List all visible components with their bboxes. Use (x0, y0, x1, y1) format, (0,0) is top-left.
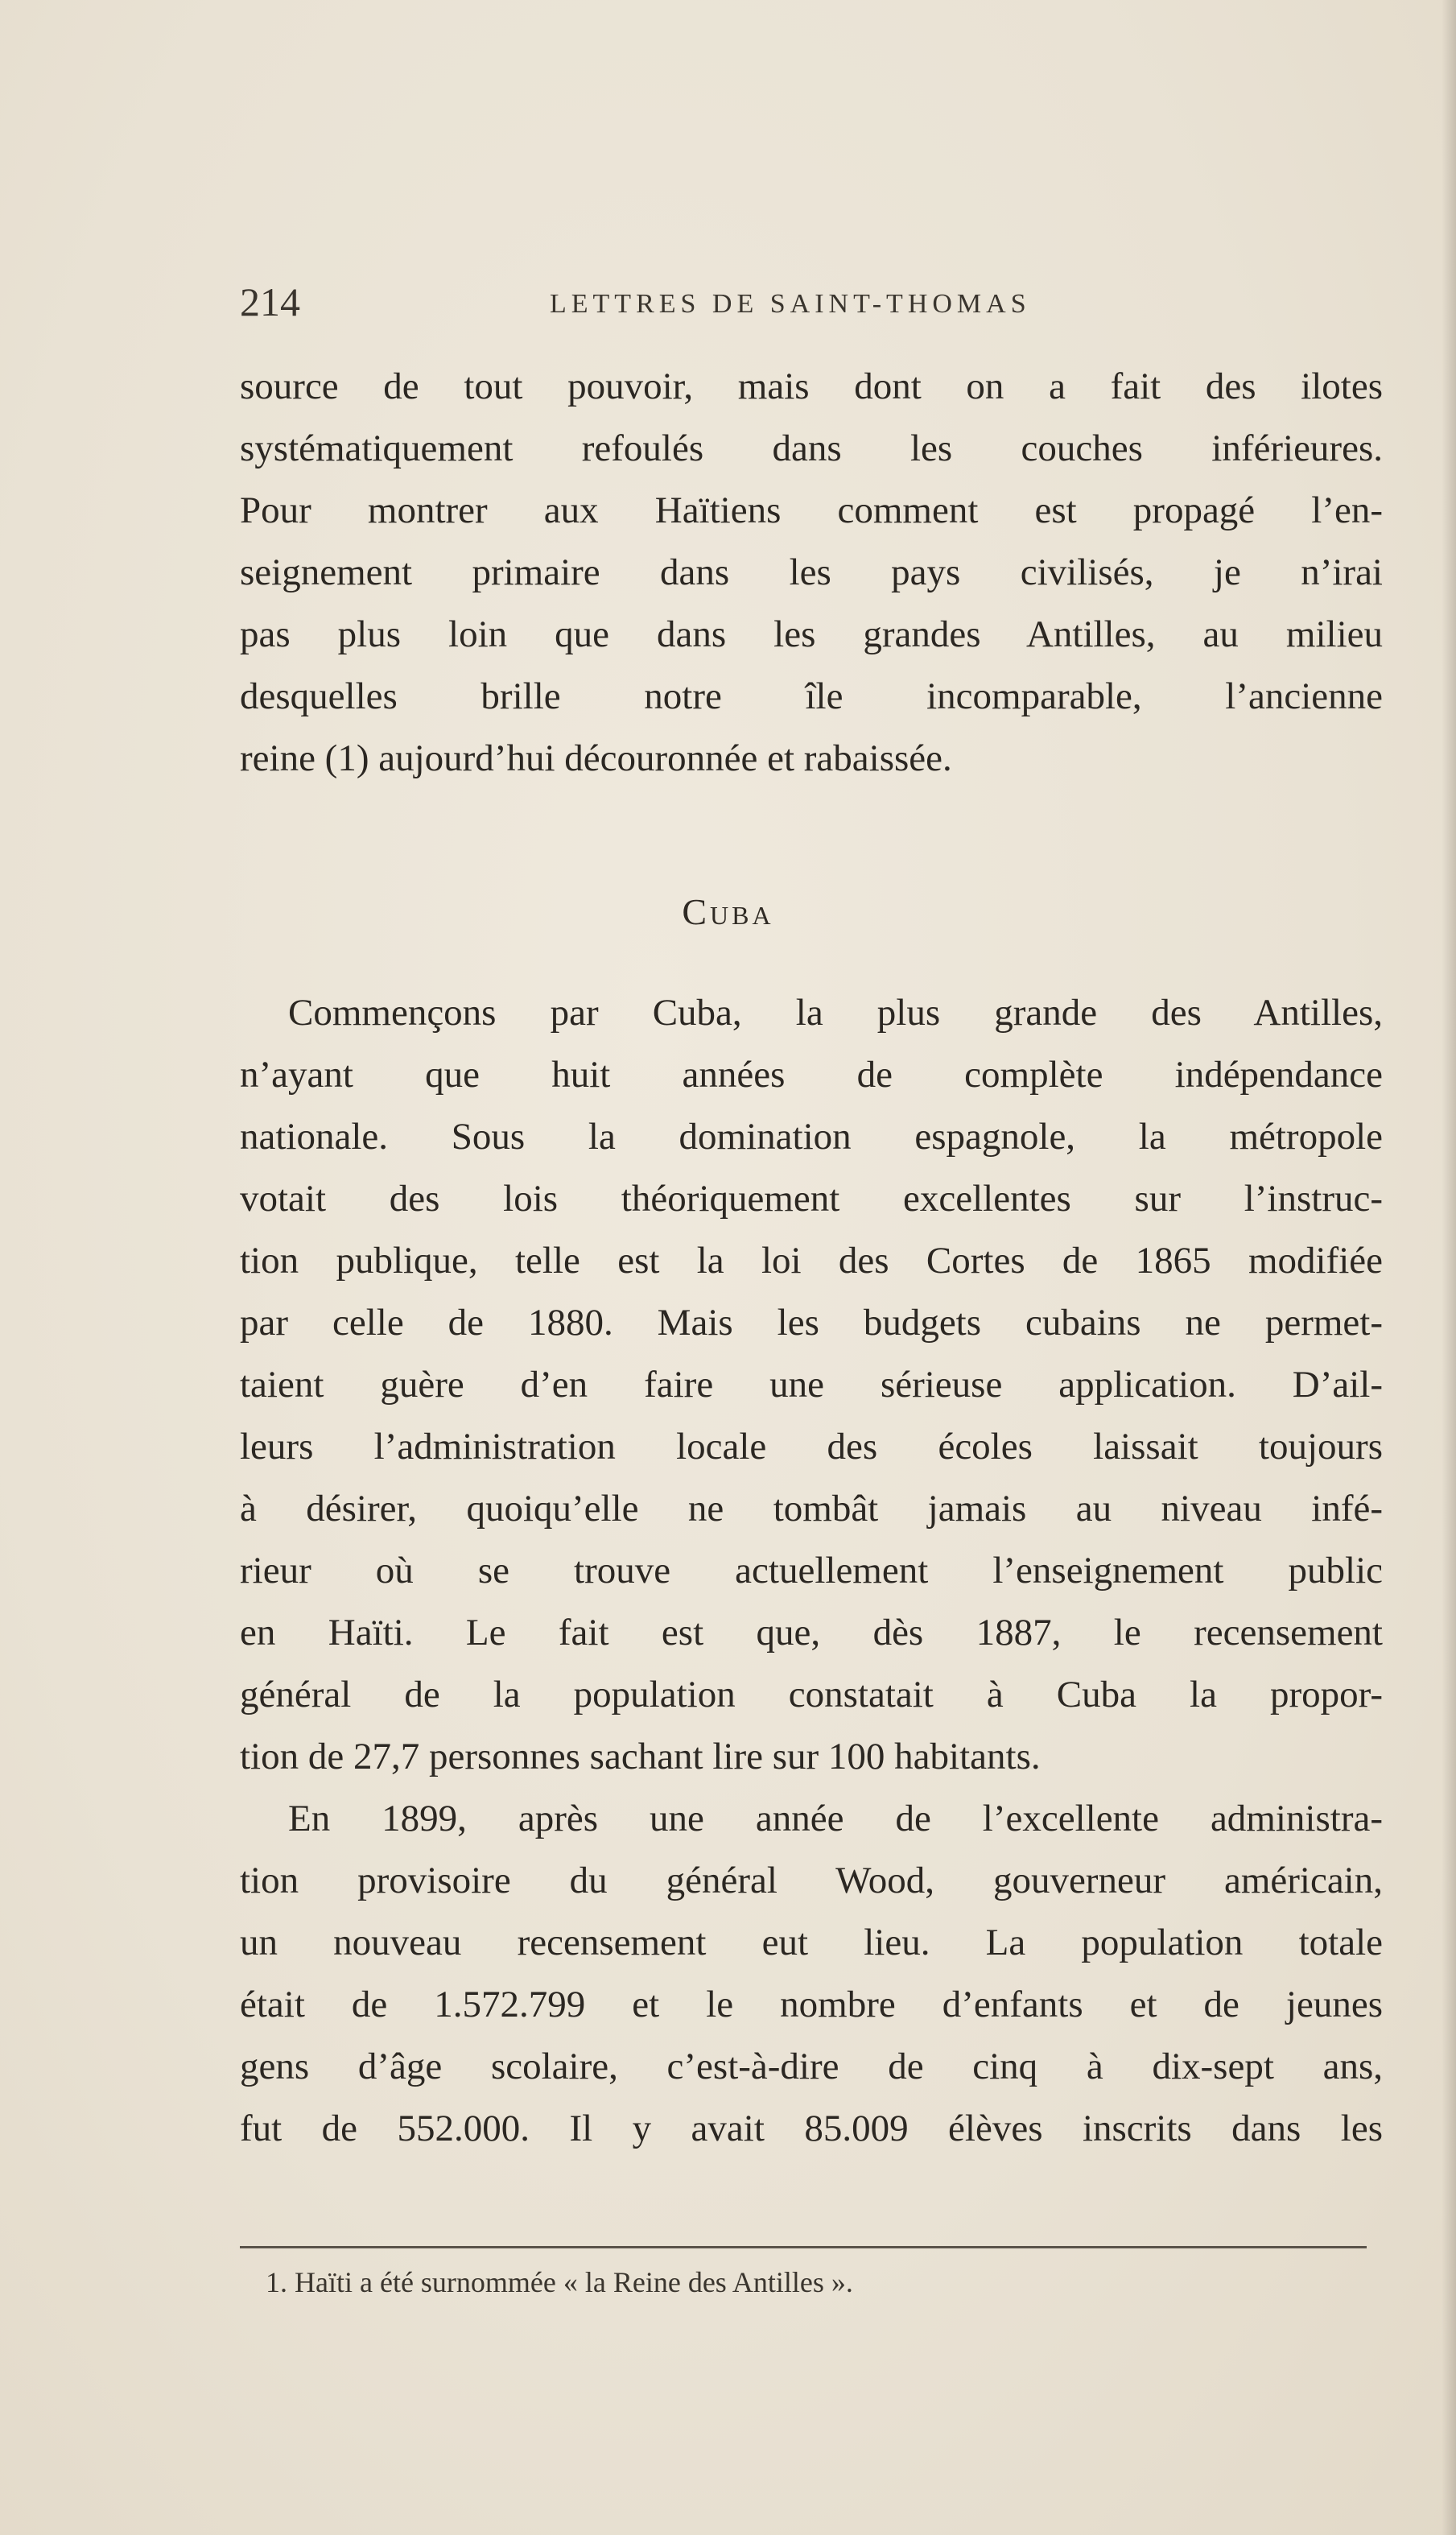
text-line: en Haïti. Le fait est que, dès 1887, le recensement (240, 1612, 1383, 1654)
text-line: n’ayant que huit années de complète indépendance (240, 1054, 1383, 1096)
text-line: leurs l’administration locale des écoles laissait toujours (240, 1426, 1383, 1468)
text-line: général de la population constatait à Cuba la propor- (240, 1674, 1383, 1715)
text-line: Pour montrer aux Haïtiens comment est propagé l’en- (240, 489, 1383, 531)
text-line: En 1899, après une année de l’excellente administra- (288, 1798, 1383, 1839)
text-line: tion de 27,7 personnes sachant lire sur 100 habitants. (240, 1736, 1041, 1777)
text-line: gens d’âge scolaire, c’est-à-dire de cinq à dix-sept ans, (240, 2046, 1383, 2087)
text-line: un nouveau recensement eut lieu. La population totale (240, 1922, 1383, 1963)
text-line: systématiquement refoulés dans les couches inférieures. (240, 427, 1383, 469)
page-number: 214 (240, 279, 300, 324)
running-title: LETTRES DE SAINT-THOMAS (550, 289, 1031, 319)
text-line: à désirer, quoiqu’elle ne tombât jamais au niveau infé- (240, 1488, 1383, 1530)
text-line: nationale. Sous la domination espagnole, la métropole (240, 1116, 1383, 1158)
page-header (240, 278, 1383, 326)
text-line: reine (1) aujourd’hui découronnée et rabaissée. (240, 737, 952, 779)
text-line: tion publique, telle est la loi des Cortes de 1865 modifiée (240, 1240, 1383, 1282)
paragraph-intro (240, 356, 1383, 790)
text-line: votait des lois théoriquement excellentes sur l’instruc- (240, 1178, 1383, 1220)
text-line: par celle de 1880. Mais les budgets cubains ne permet- (240, 1302, 1383, 1344)
text-line: source de tout pouvoir, mais dont on a fait des ilotes (240, 365, 1383, 407)
text-line: desquelles brille notre île incomparable, l’ancienne (240, 675, 1383, 717)
paragraph-cuba (240, 982, 1383, 2160)
text-line: fut de 552.000. Il y avait 85.009 élèves inscrits dans les (240, 2108, 1383, 2149)
text-line: seignement primaire dans les pays civilisés, je n’irai (240, 551, 1383, 593)
footnote: 1. Haïti a été surnommée « la Reine des Antilles ». (266, 2266, 853, 2298)
page-edge-shadow (1442, 0, 1456, 2535)
text-line: taient guère d’en faire une sérieuse application. D’ail- (240, 1364, 1383, 1406)
footnote-separator (240, 2246, 1367, 2248)
text-line: tion provisoire du général Wood, gouverneur américain, (240, 1860, 1383, 1901)
section-heading: Cuba (682, 891, 774, 932)
text-line: pas plus loin que dans les grandes Antilles, au milieu (240, 613, 1383, 655)
text-line: rieur où se trouve actuellement l’enseignement public (240, 1550, 1383, 1592)
text-line: Commençons par Cuba, la plus grande des Antilles, (288, 992, 1383, 1034)
text-line: était de 1.572.799 et le nombre d’enfants et de jeunes (240, 1984, 1383, 2025)
